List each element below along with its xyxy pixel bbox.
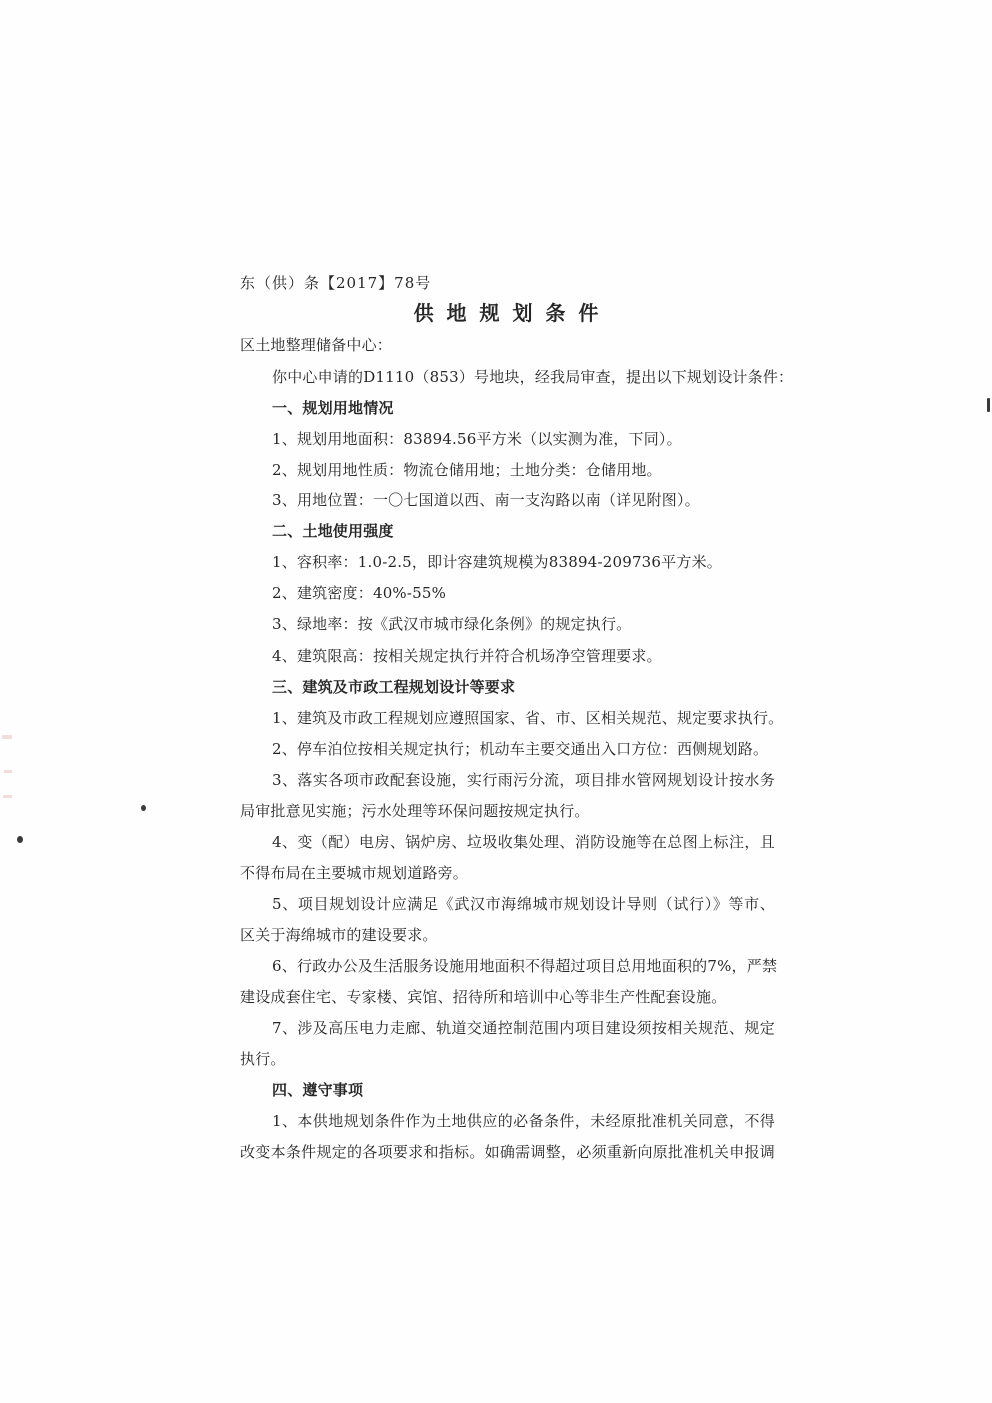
clause-line: 3、用地位置：一〇七国道以西、南一支沟路以南（详见附图）。: [272, 491, 700, 509]
clause-line: 2、停车泊位按相关规定执行；机动车主要交通出入口方位：西侧规划路。: [272, 740, 769, 758]
intro-paragraph: 你中心申请的D1110（853）号地块，经我局审查，提出以下规划设计条件：: [272, 368, 794, 386]
scan-speck: [17, 836, 23, 843]
clause-line: 改变本条件规定的各项要求和指标。如确需调整，必须重新向原批准机关申报调: [240, 1143, 775, 1161]
clause-line: 1、建筑及市政工程规划应遵照国家、省、市、区相关规范、规定要求执行。: [272, 709, 784, 727]
clause-line: 1、规划用地面积：83894.56平方米（以实测为准，下同）。: [272, 430, 682, 448]
clause-line: 3、落实各项市政配套设施，实行雨污分流，项目排水管网规划设计按水务: [272, 771, 775, 789]
section-heading: 四、遵守事项: [272, 1081, 364, 1099]
clause-line: 局审批意见实施；污水处理等环保问题按规定执行。: [240, 802, 590, 820]
clause-line: 区关于海绵城市的建设要求。: [240, 926, 438, 944]
section-heading: 一、规划用地情况: [272, 399, 394, 417]
clause-line: 2、规划用地性质：物流仓储用地；土地分类：仓储用地。: [272, 461, 662, 479]
clause-line: 5、项目规划设计应满足《武汉市海绵城市规划设计导则（试行）》等市、: [272, 895, 775, 913]
doc-number: 东（供）条【2017】78号: [240, 274, 432, 292]
clause-line: 4、变（配）电房、锅炉房、垃圾收集处理、消防设施等在总图上标注，且: [272, 833, 775, 851]
clause-line: 执行。: [240, 1050, 286, 1068]
section-heading: 二、土地使用强度: [272, 522, 394, 540]
scan-speck: [987, 398, 990, 412]
clause-line: 1、本供地规划条件作为土地供应的必备条件，未经原批准机关同意，不得: [272, 1112, 775, 1130]
addressee: 区土地整理储备中心：: [240, 336, 393, 354]
scan-stain: [4, 770, 12, 773]
clause-line: 6、行政办公及生活服务设施用地面积不得超过项目总用地面积的7%，严禁: [272, 957, 778, 975]
section-heading: 三、建筑及市政工程规划设计等要求: [272, 678, 516, 696]
clause-line: 4、建筑限高：按相关规定执行并符合机场净空管理要求。: [272, 647, 662, 665]
document-title: 供 地 规 划 条 件: [413, 301, 602, 325]
scan-speck: [141, 805, 146, 811]
clause-line: 7、涉及高压电力走廊、轨道交通控制范围内项目建设须按相关规范、规定: [272, 1019, 775, 1037]
clause-line: 建设成套住宅、专家楼、宾馆、招待所和培训中心等非生产性配套设施。: [240, 988, 727, 1006]
clause-line: 1、容积率：1.0-2.5，即计容建筑规模为83894-209736平方米。: [272, 553, 722, 571]
clause-line: 2、建筑密度：40%-55%: [272, 584, 447, 602]
scan-stain: [2, 735, 12, 739]
clause-line: 不得布局在主要城市规划道路旁。: [240, 864, 469, 882]
clause-line: 3、绿地率：按《武汉市城市绿化条例》的规定执行。: [272, 615, 632, 633]
scan-stain: [3, 795, 12, 798]
